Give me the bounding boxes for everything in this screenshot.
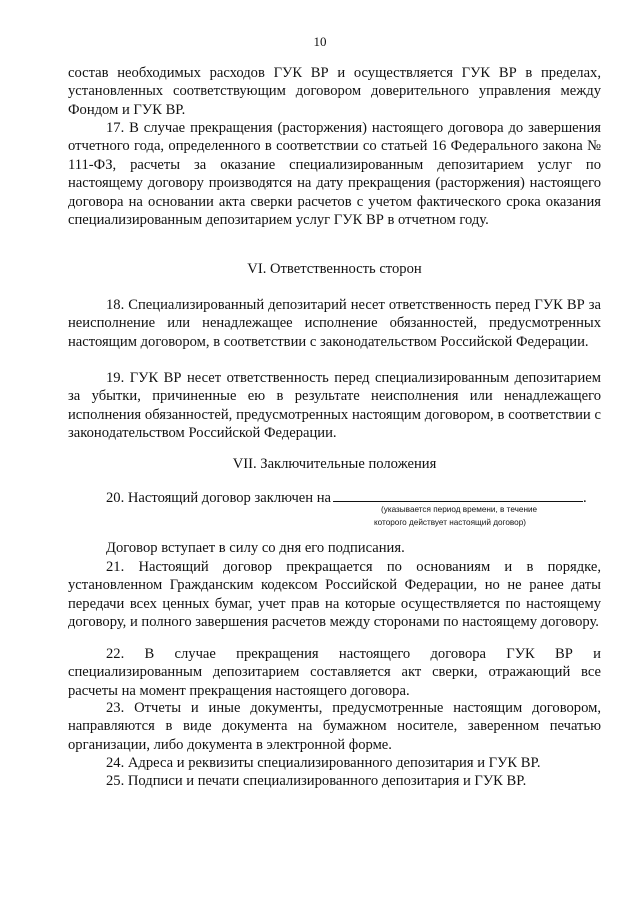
section-7-heading: VII. Заключительные положения [232, 456, 437, 472]
paragraph-19: 19. ГУК ВР несет ответственность перед специализированным депозитарием за убытки, причиненные ею в результате неисполнения или ненадлежащего исполнения обязанностей, предусмотренных настоящим договором, в соответствии с законодательством Российской Федерации. [68, 370, 601, 442]
page-number: 10 [313, 34, 327, 49]
paragraph-25: 25. Подписи и печати специализированного депозитария и ГУК ВР. [106, 773, 527, 789]
paragraph-20-continuation: Договор вступает в силу со дня его подписания. [106, 540, 405, 556]
contract-term-blank [333, 487, 583, 502]
paragraph-continuation: состав необходимых расходов ГУК ВР и осуществляется ГУК ВР в пределах, установленных соответствующим договором доверительного управления между Фондом и ГУК ВР. [68, 65, 601, 118]
paragraph-18: 18. Специализированный депозитарий несет ответственность перед ГУК ВР за неисполнение или ненадлежащее исполнение обязанностей, предусмотренных настоящим договором, в соответствии с законодательством Российской Федерации. [68, 297, 601, 350]
paragraph-17: 17. В случае прекращения (расторжения) настоящего договора до завершения отчетного года, определенного в соответствии со статьей 16 Федерального закона № 111-ФЗ, расчеты за оказание специализированным депозитарием услуг по настоящему договору производятся на дату прекращения (расторжения) настоящего договора на основании акта сверки расчетов с учетом фактического срока оказания специализированным депозитарием услуг ГУК ВР в отчетном году. [68, 120, 601, 229]
paragraph-23: 23. Отчеты и иные документы, предусмотренные настоящим договором, направляются в виде документа на бумажном носителе, заверенном печатью организации, либо документа в электронной форме. [68, 700, 601, 753]
contract-term-note-1: (указывается период времени, в течение [381, 505, 538, 514]
contract-term-note-2: которого действует настоящий договор) [374, 518, 526, 527]
paragraph-20-end: . [583, 490, 587, 506]
paragraph-22: 22. В случае прекращения настоящего договора ГУК ВР и специализированным депозитарием составляется акт сверки, отражающий все расчеты на момент прекращения настоящего договора. [68, 646, 601, 699]
section-6-heading: VI. Ответственность сторон [247, 261, 422, 277]
paragraph-20-label: 20. Настоящий договор заключен на [106, 490, 332, 506]
paragraph-21: 21. Настоящий договор прекращается по основаниям и в порядке, установленном Гражданским кодексом Российской Федерации, но не ранее даты передачи всех ценных бумаг, учет прав на которые осуществляется по настоящему договору, и полного завершения расчетов между сторонами по настоящему договору. [68, 559, 601, 631]
paragraph-24: 24. Адреса и реквизиты специализированного депозитария и ГУК ВР. [106, 755, 541, 771]
